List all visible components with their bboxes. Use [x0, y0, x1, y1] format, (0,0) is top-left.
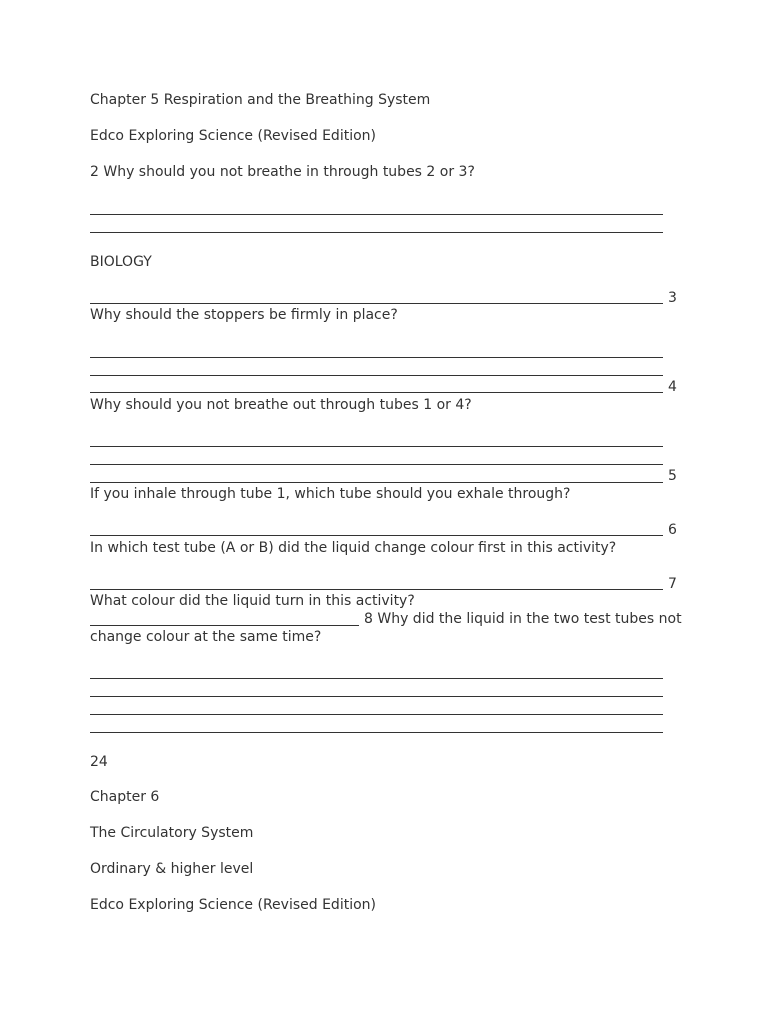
page-number: 24: [90, 754, 108, 770]
question-5: If you inhale through tube 1, which tube should you exhale through?: [90, 486, 571, 502]
subject-label: BIOLOGY: [90, 254, 152, 270]
question-6-number: 6: [668, 522, 677, 538]
question-4-number: 4: [668, 379, 677, 395]
answer-line: [90, 714, 663, 715]
question-5-number: 5: [668, 468, 677, 484]
textbook-title: Edco Exploring Science (Revised Edition): [90, 128, 376, 144]
answer-line: [90, 589, 663, 590]
chapter6-level: Ordinary & higher level: [90, 861, 254, 877]
chapter6-title: The Circulatory System: [90, 825, 254, 841]
answer-line: [90, 535, 663, 536]
answer-line-short: [90, 625, 359, 626]
answer-line: [90, 232, 663, 233]
chapter6-label: Chapter 6: [90, 789, 160, 805]
question-7: What colour did the liquid turn in this activity?: [90, 593, 415, 609]
chapter6-textbook: Edco Exploring Science (Revised Edition): [90, 897, 376, 913]
question-8-part1: 8 Why did the liquid in the two test tubes not: [364, 611, 682, 627]
question-4: Why should you not breathe out through tubes 1 or 4?: [90, 397, 472, 413]
answer-line: [90, 696, 663, 697]
answer-line: [90, 357, 663, 358]
chapter5-title: Chapter 5 Respiration and the Breathing System: [90, 92, 431, 108]
question-7-number: 7: [668, 576, 677, 592]
answer-line: [90, 464, 663, 465]
answer-line: [90, 214, 663, 215]
question-2: 2 Why should you not breathe in through tubes 2 or 3?: [90, 164, 475, 180]
answer-line: [90, 375, 663, 376]
answer-line: [90, 678, 663, 679]
answer-line: [90, 482, 663, 483]
question-3: Why should the stoppers be firmly in place?: [90, 307, 398, 323]
question-8-part2: change colour at the same time?: [90, 629, 322, 645]
question-6: In which test tube (A or B) did the liquid change colour first in this activity?: [90, 540, 617, 556]
answer-line: [90, 392, 663, 393]
answer-line: [90, 732, 663, 733]
answer-line: [90, 303, 663, 304]
answer-line: [90, 446, 663, 447]
question-3-number: 3: [668, 290, 677, 306]
